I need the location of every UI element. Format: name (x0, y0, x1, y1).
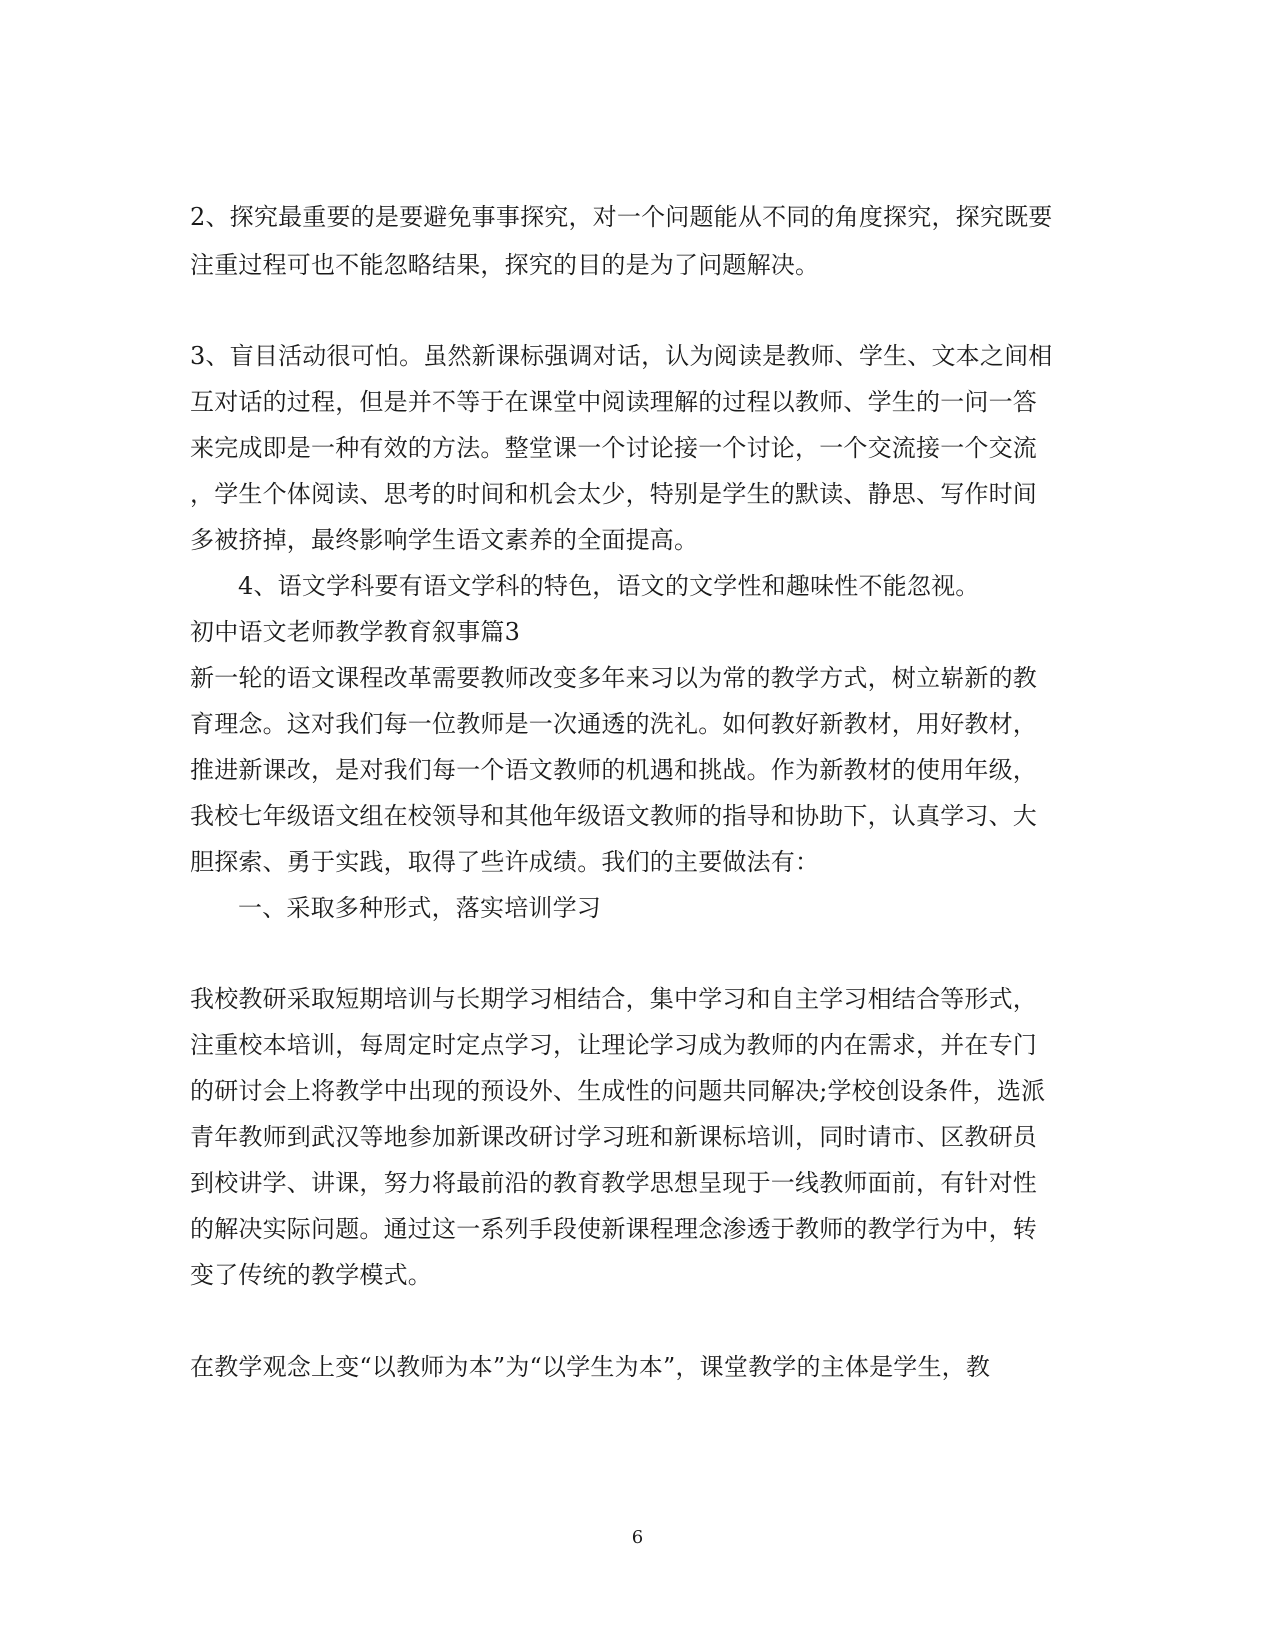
section-title: 初中语文老师教学教育叙事篇3 (190, 618, 521, 646)
paragraph-3-line-1: 3、盲目活动很可怕。虽然新课标强调对话，认为阅读是教师、学生、文本之间相 (190, 342, 1053, 370)
training-line-1: 我校教研采取短期培训与长期学习相结合，集中学习和自主学习相结合等形式， (190, 985, 1037, 1013)
training-line-3: 的研讨会上将教学中出现的预设外、生成性的问题共同解决;学校创设条件，选派 (190, 1077, 1046, 1105)
paragraph-4: 4、语文学科要有语文学科的特色，语文的文学性和趣味性不能忽视。 (238, 572, 980, 600)
last-line: 在教学观念上变“以教师为本”为“以学生为本”，课堂教学的主体是学生，教 (190, 1353, 991, 1381)
paragraph-3-line-2: 互对话的过程，但是并不等于在课堂中阅读理解的过程以教师、学生的一问一答 (190, 388, 1037, 416)
intro-line-5: 胆探索、勇于实践，取得了些许成绩。我们的主要做法有： (190, 848, 820, 876)
training-line-4: 青年教师到武汉等地参加新课改研讨学习班和新课标培训，同时请市、区教研员 (190, 1123, 1037, 1151)
training-line-5: 到校讲学、讲课，努力将最前沿的教育教学思想呈现于一线教师面前，有针对性 (190, 1169, 1037, 1197)
paragraph-2-line-2: 注重过程可也不能忽略结果，探究的目的是为了问题解决。 (190, 251, 820, 279)
training-line-2: 注重校本培训，每周定时定点学习，让理论学习成为教师的内在需求，并在专门 (190, 1031, 1037, 1059)
paragraph-3-line-3: 来完成即是一种有效的方法。整堂课一个讨论接一个讨论，一个交流接一个交流 (190, 434, 1037, 462)
intro-line-2: 育理念。这对我们每一位教师是一次通透的洗礼。如何教好新教材，用好教材， (190, 710, 1037, 738)
intro-line-3: 推进新课改，是对我们每一个语文教师的机遇和挑战。作为新教材的使用年级， (190, 756, 1037, 784)
paragraph-3-line-4: ，学生个体阅读、思考的时间和机会太少，特别是学生的默读、静思、写作时间 (190, 480, 1037, 508)
training-line-6: 的解决实际问题。通过这一系列手段使新课程理念渗透于教师的教学行为中，转 (190, 1215, 1037, 1243)
paragraph-2-line-1: 2、探究最重要的是要避免事事探究，对一个问题能从不同的角度探究，探究既要 (190, 203, 1053, 231)
page-number: 6 (631, 1527, 644, 1548)
paragraph-3-line-5: 多被挤掉，最终影响学生语文素养的全面提高。 (190, 526, 699, 554)
intro-line-1: 新一轮的语文课程改革需要教师改变多年来习以为常的教学方式，树立崭新的教 (190, 664, 1037, 692)
subheading-1: 一、采取多种形式，落实培训学习 (238, 894, 601, 922)
intro-line-4: 我校七年级语文组在校领导和其他年级语文教师的指导和协助下，认真学习、大 (190, 802, 1037, 830)
training-line-7: 变了传统的教学模式。 (190, 1261, 432, 1289)
